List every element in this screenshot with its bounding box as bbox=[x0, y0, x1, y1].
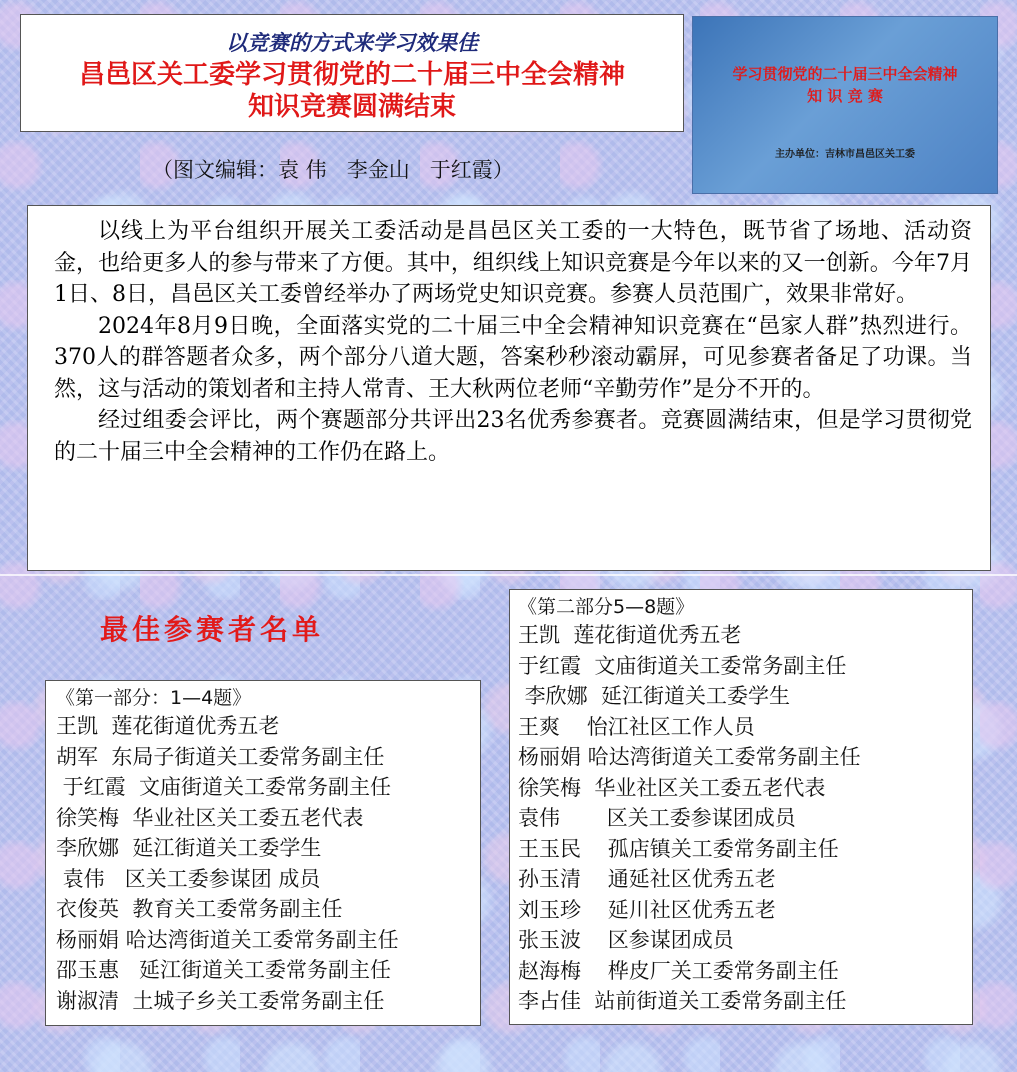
list-item: 杨丽娟 哈达湾街道关工委常务副主任 bbox=[56, 927, 399, 952]
section-divider bbox=[0, 574, 1017, 576]
list-item: 于红霞 文庙街道关工委常务副主任 bbox=[56, 775, 392, 799]
list-item: 徐笑梅 华业社区关工委五老代表 bbox=[518, 775, 826, 800]
list-item: 衣俊英 教育关工委常务副主任 bbox=[56, 897, 343, 921]
header-title-line2: 知识竞赛圆满结束 bbox=[247, 92, 456, 122]
contest-poster bbox=[692, 16, 998, 194]
list-item: 邵玉惠 延江街道关工委常务副主任 bbox=[56, 958, 392, 982]
header-title-line1: 昌邑区关工委学习贯彻党的二十届三中全会精神 bbox=[78, 60, 625, 90]
poster-title bbox=[693, 63, 997, 107]
list-item: 李占佳 站前街道关工委常务副主任 bbox=[518, 989, 847, 1013]
article-paragraph: 2024年8月9日晚，全面落实党的二十届三中全会精神知识竞赛在“邑家人群”热烈进行。370人的群答题者众多，两个部分八道大题，答案秒秒滚动霸屏，可见参赛者备足了功课。当然，这与活动的策划者和主持人常青、王大秋两位老师“辛勤劳作”是分不开的。 bbox=[54, 313, 972, 402]
list-item: 谢淑清 土城子乡关工委常务副主任 bbox=[56, 988, 385, 1013]
part2-list bbox=[509, 589, 973, 1025]
article-paragraph: 经过组委会评比，两个赛题部分共评出23名优秀参赛者。竞赛圆满结束，但是学习贯彻党的二十届三中全会精神的工作仍在路上。 bbox=[54, 408, 972, 465]
part1-list bbox=[45, 680, 481, 1026]
header-title bbox=[21, 59, 683, 123]
list-item: 刘玉珍 延川社区优秀五老 bbox=[518, 897, 776, 922]
list-item: 李欣娜 延江街道关工委学生 bbox=[56, 836, 322, 860]
poster-title-line1: 学习贯彻党的二十届三中全会精神 bbox=[732, 65, 958, 83]
list-item: 杨丽娟 哈达湾街道关工委常务副主任 bbox=[518, 745, 861, 769]
list-item: 张玉波 区参谋团成员 bbox=[518, 928, 734, 952]
list-item: 于红霞 文庙街道关工委常务副主任 bbox=[518, 653, 847, 678]
list-item: 徐笑梅 华业社区关工委五老代表 bbox=[56, 805, 364, 830]
poster-organizer: 主办单位：吉林市昌邑区关工委 bbox=[775, 149, 915, 160]
editors-credit: （图文编辑：袁 伟 李金山 于红霞） bbox=[152, 158, 514, 182]
list-item: 胡军 东局子街道关工委常务副主任 bbox=[56, 744, 385, 769]
winners-heading: 最佳参赛者名单 bbox=[100, 613, 325, 646]
header-box bbox=[20, 14, 684, 132]
list-item: 王爽 怡江社区工作人员 bbox=[518, 714, 755, 739]
list-item: 王凯 莲花街道优秀五老 bbox=[518, 623, 742, 647]
list-item: 袁伟 区关工委参谋团成员 bbox=[518, 806, 796, 830]
list-item: 赵海梅 桦皮厂关工委常务副主任 bbox=[518, 958, 839, 983]
list-item: 袁伟 区关工委参谋团 成员 bbox=[56, 866, 321, 891]
article-box bbox=[27, 205, 991, 571]
header-subtitle: 以竞赛的方式来学习效果佳 bbox=[226, 30, 478, 55]
article-paragraph: 以线上为平台组织开展关工委活动是昌邑区关工委的一大特色，既节省了场地、活动资金，也给更多人的参与带来了方便。其中，组织线上知识竞赛是今年以来的又一创新。今年7月1日、8日，昌邑区关工委曾经举办了两场党史知识竞赛。参赛人员范围广，效果非常好。 bbox=[54, 219, 972, 307]
list-item: 李欣娜 延江街道关工委学生 bbox=[518, 684, 791, 708]
poster-title-line2: 知 识 竞 赛 bbox=[807, 87, 883, 105]
list-item: 孙玉清 通延社区优秀五老 bbox=[518, 867, 776, 891]
part2-title: 《第二部分5—8题》 bbox=[518, 596, 695, 618]
part1-title: 《第一部分：1—4题》 bbox=[56, 687, 252, 709]
list-item: 王玉民 孤店镇关工委常务副主任 bbox=[518, 836, 839, 861]
list-item: 王凯 莲花街道优秀五老 bbox=[56, 714, 280, 738]
